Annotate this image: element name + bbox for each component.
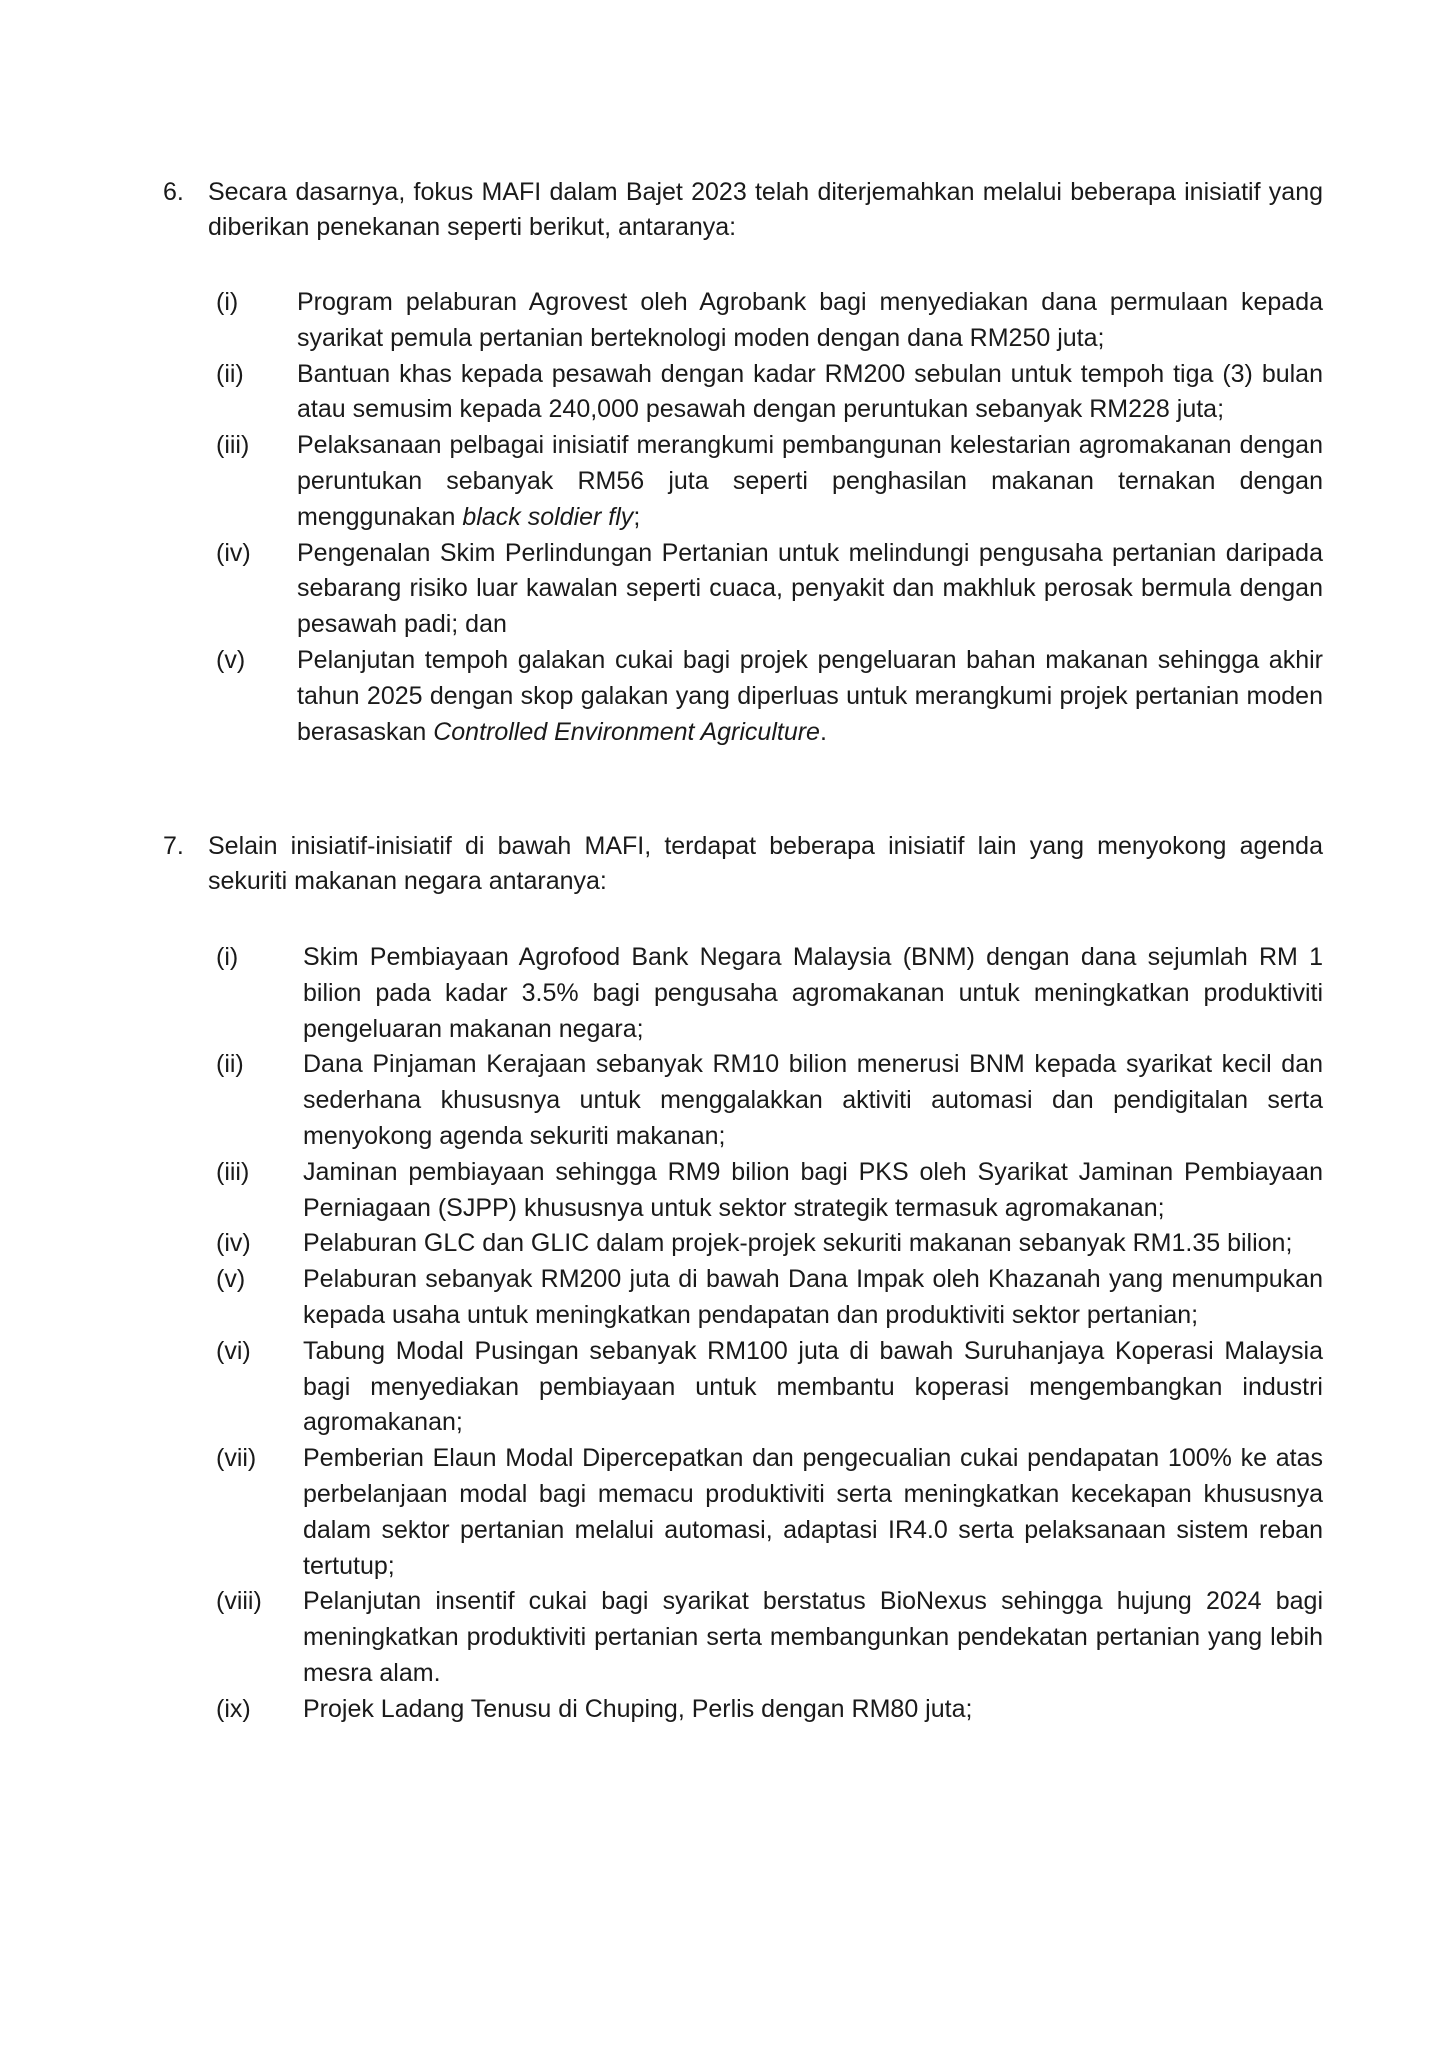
paragraph-number: 7. bbox=[163, 832, 184, 860]
list-item bbox=[163, 536, 1323, 643]
item-text: Pengenalan Skim Perlindungan Pertanian untuk melindungi pengusaha pertanian daripada sebarang risiko luar kawalan seperti cuaca, penyakit dan makhluk perosak bermula dengan pesawah padi; dan bbox=[297, 538, 1323, 639]
list-item bbox=[163, 1334, 1323, 1441]
item-text bbox=[297, 428, 1323, 535]
list-item bbox=[163, 357, 1323, 429]
item-text bbox=[297, 643, 1323, 750]
item-number: (vii) bbox=[216, 1444, 257, 1473]
item-text: Projek Ladang Tenusu di Chuping, Perlis dengan RM80 juta; bbox=[303, 1694, 973, 1723]
item-number: (i) bbox=[216, 943, 239, 971]
paragraph-text: Selain inisiatif-inisiatif di bawah MAFI, terdapat beberapa inisiatif lain yang menyokong agenda sekuriti makanan negara antaranya: bbox=[208, 832, 1323, 895]
item-text: Pelaburan GLC dan GLIC dalam projek-projek sekuriti makanan sebanyak RM1.35 bilion; bbox=[303, 1229, 1293, 1258]
paragraph-7-list bbox=[163, 940, 1323, 1728]
item-text-part: ; bbox=[633, 502, 641, 531]
item-text-part: . bbox=[819, 717, 827, 746]
item-text: Pelanjutan insentif cukai bagi syarikat berstatus BioNexus sehingga hujung 2024 bagi meningkatkan produktiviti pertanian serta membangunkan pendekatan pertanian yang lebih mesra alam. bbox=[303, 1587, 1323, 1687]
item-number: (v) bbox=[216, 1265, 246, 1294]
item-text-part: Pelaksanaan pelbagai inisiatif merangkumi pembangunan kelestarian agromakanan dengan peruntukan sebanyak RM56 juta seperti penghasilan makanan ternakan dengan menggunakan bbox=[297, 431, 1323, 531]
list-item bbox=[163, 1584, 1323, 1691]
item-text: Pemberian Elaun Modal Dipercepatkan dan pengecualian cukai pendapatan 100% ke atas perbelanjaan modal bagi memacu produktiviti serta meningkatkan kecekapan khususnya dalam sektor pertanian melalui automasi, adaptasi IR4.0 serta pelaksanaan sistem reban tertutup; bbox=[303, 1444, 1323, 1580]
item-text-italic: black soldier fly bbox=[462, 502, 634, 531]
list-item bbox=[163, 285, 1323, 357]
list-item bbox=[163, 1692, 1323, 1728]
item-number: (ii) bbox=[216, 1050, 244, 1079]
list-item bbox=[163, 643, 1323, 750]
list-item bbox=[163, 1262, 1323, 1334]
item-text: Skim Pembiayaan Agrofood Bank Negara Malaysia (BNM) dengan dana sejumlah RM 1 bilion pada kadar 3.5% bagi pengusaha agromakanan untuk meningkatkan produktiviti pengeluaran makanan negara; bbox=[303, 943, 1323, 1043]
list-item bbox=[163, 1047, 1323, 1154]
item-number: (iv) bbox=[216, 1229, 251, 1258]
paragraph-text: Secara dasarnya, fokus MAFI dalam Bajet 2023 telah diterjemahkan melalui beberapa inisiatif yang diberikan penekanan seperti berikut, antaranya: bbox=[208, 178, 1323, 241]
list-item bbox=[163, 940, 1323, 1047]
item-number: (iii) bbox=[216, 1157, 250, 1186]
item-number: (viii) bbox=[216, 1587, 262, 1616]
paragraph-7 bbox=[163, 829, 1323, 899]
list-item bbox=[163, 1226, 1323, 1262]
item-number: (iv) bbox=[216, 538, 251, 567]
item-number: (ix) bbox=[216, 1694, 251, 1723]
item-number: (iii) bbox=[216, 431, 250, 460]
item-text: Program pelaburan Agrovest oleh Agrobank bagi menyediakan dana permulaan kepada syarikat pemula pertanian berteknologi moden dengan dana RM250 juta; bbox=[297, 288, 1323, 352]
item-text-italic: Controlled Environment Agriculture bbox=[433, 717, 820, 746]
list-item bbox=[163, 1441, 1323, 1584]
item-text: Tabung Modal Pusingan sebanyak RM100 juta di bawah Suruhanjaya Koperasi Malaysia bagi menyediakan pembiayaan untuk membantu koperasi mengembangkan industri agromakanan; bbox=[303, 1336, 1323, 1437]
list-item bbox=[163, 428, 1323, 535]
item-text: Dana Pinjaman Kerajaan sebanyak RM10 bilion menerusi BNM kepada syarikat kecil dan sederhana khususnya untuk menggalakkan aktiviti automasi dan pendigitalan serta menyokong agenda sekuriti makanan; bbox=[303, 1050, 1323, 1150]
paragraph-6-list bbox=[163, 285, 1323, 750]
item-number: (ii) bbox=[216, 359, 244, 388]
paragraph-number: 6. bbox=[163, 178, 184, 206]
item-number: (i) bbox=[216, 288, 239, 316]
item-text: Bantuan khas kepada pesawah dengan kadar RM200 sebulan untuk tempoh tiga (3) bulan atau semusim kepada 240,000 pesawah dengan peruntukan sebanyak RM228 juta; bbox=[297, 359, 1323, 424]
list-item bbox=[163, 1155, 1323, 1227]
item-text: Pelaburan sebanyak RM200 juta di bawah Dana Impak oleh Khazanah yang menumpukan kepada usaha untuk meningkatkan pendapatan dan produktiviti sektor pertanian; bbox=[303, 1265, 1323, 1329]
item-number: (v) bbox=[216, 645, 246, 674]
paragraph-6 bbox=[163, 175, 1323, 245]
item-text-part: Pelanjutan tempoh galakan cukai bagi projek pengeluaran bahan makanan sehingga akhir tahun 2025 dengan skop galakan yang diperluas untuk merangkumi projek pertanian moden berasaskan bbox=[297, 645, 1323, 746]
item-text: Jaminan pembiayaan sehingga RM9 bilion bagi PKS oleh Syarikat Jaminan Pembiayaan Perniagaan (SJPP) khususnya untuk sektor strategik termasuk agromakanan; bbox=[303, 1157, 1323, 1222]
item-number: (vi) bbox=[216, 1336, 251, 1365]
